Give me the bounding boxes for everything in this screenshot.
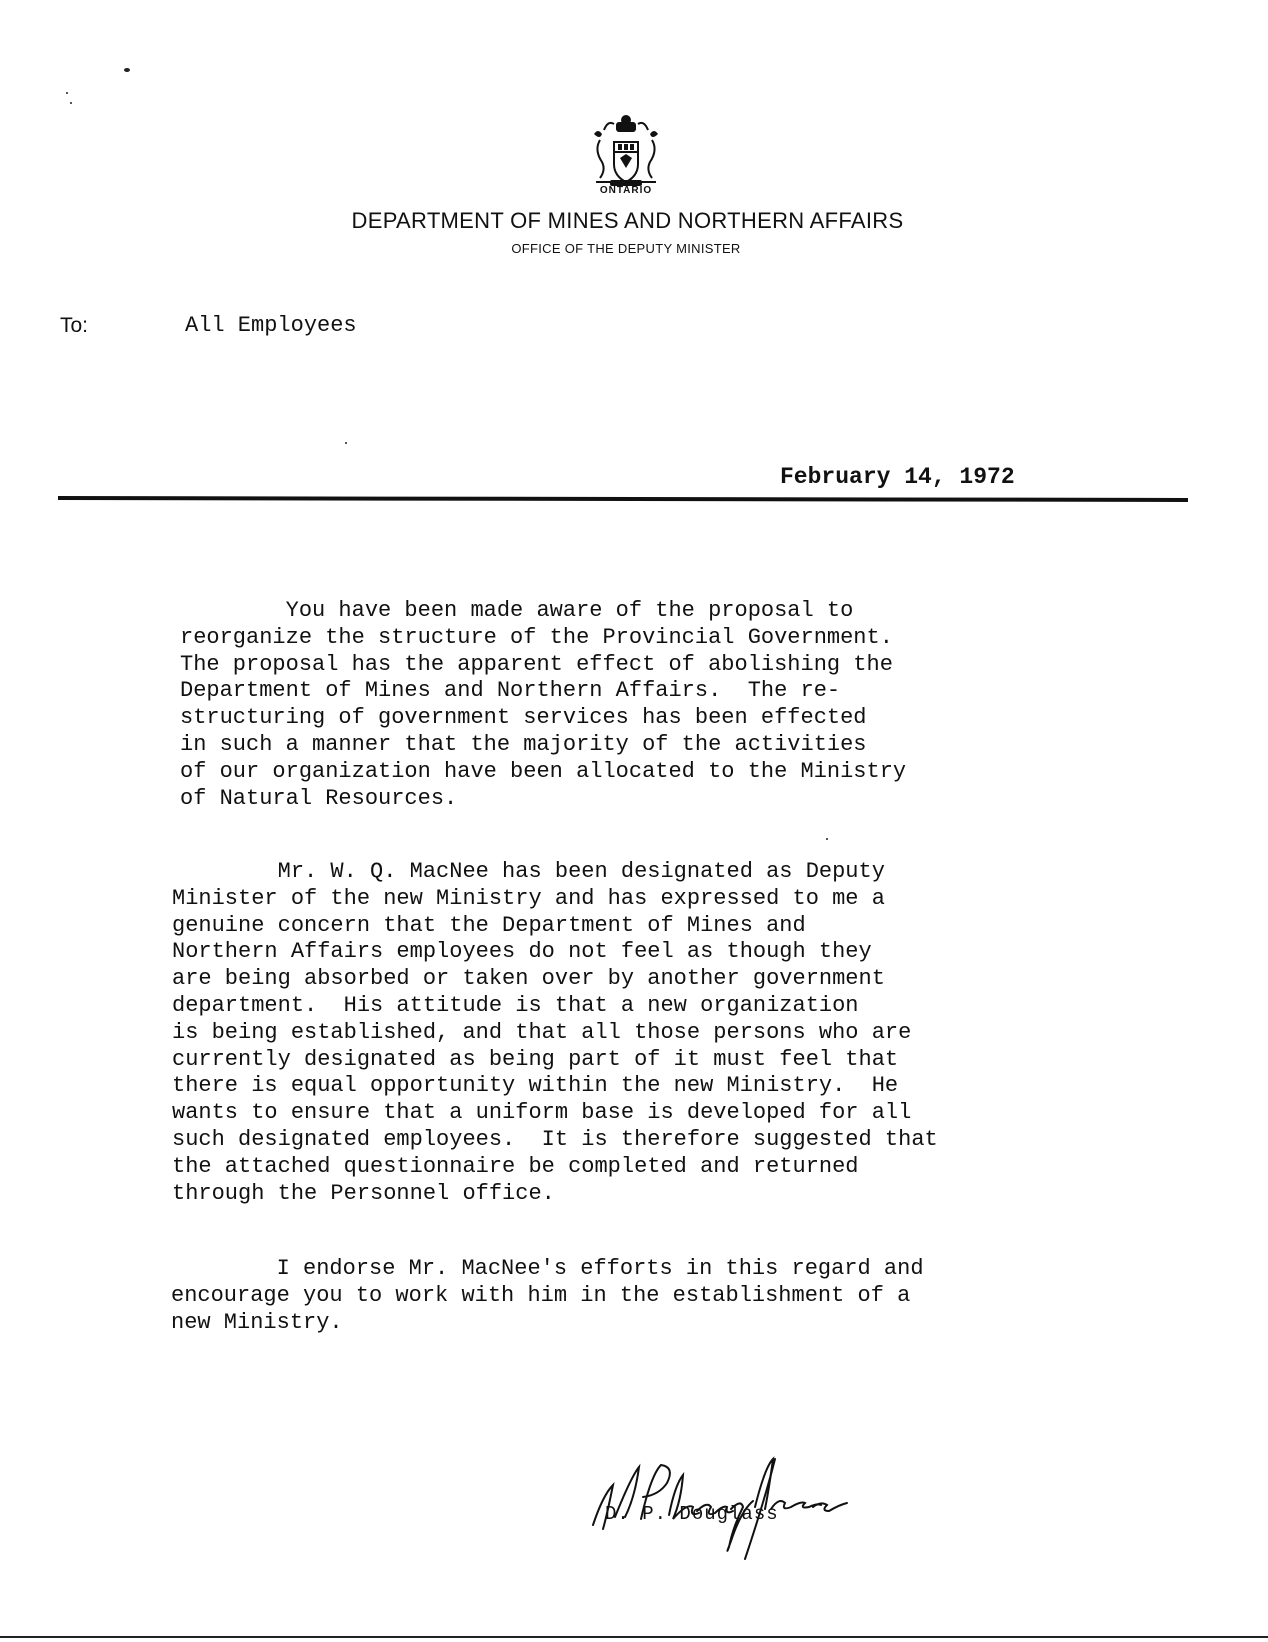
body-paragraph-1 xyxy=(180,598,906,812)
paragraph-line: such designated employees. It is therefore suggested that xyxy=(172,1126,938,1152)
scan-speck xyxy=(826,838,828,840)
ontario-crest-icon xyxy=(586,110,666,192)
paragraph-line: there is equal opportunity within the new Ministry. He xyxy=(172,1073,899,1099)
scan-speck xyxy=(345,442,347,444)
paragraph-line: Northern Affairs employees do not feel as though they xyxy=(172,939,872,965)
scan-speck xyxy=(70,102,72,104)
paragraph-line: of our organization have been allocated to the Ministry xyxy=(180,758,907,784)
signer-name: D. P. Douglass xyxy=(605,1503,779,1525)
scan-edge xyxy=(0,1636,1268,1638)
recipient: All Employees xyxy=(185,313,357,338)
paragraph-line: currently designated as being part of it must feel that xyxy=(172,1046,899,1072)
department-name: DEPARTMENT OF MINES AND NORTHERN AFFAIRS xyxy=(351,208,904,233)
paragraph-line: new Ministry. xyxy=(171,1309,343,1335)
to-label: To: xyxy=(60,314,89,337)
paragraph-line: I endorse Mr. MacNee's efforts in this regard and xyxy=(171,1256,924,1281)
body-paragraph-2 xyxy=(172,859,938,1207)
memo-date: February 14, 1972 xyxy=(780,464,1015,490)
paragraph-line: the attached questionnaire be completed and returned xyxy=(172,1153,859,1179)
scan-speck xyxy=(66,92,68,94)
paragraph-line: encourage you to work with him in the establishment of a xyxy=(171,1282,911,1308)
paragraph-line: Department of Mines and Northern Affairs. The re- xyxy=(180,678,841,704)
crest-label: ONTARIO xyxy=(599,185,653,196)
paragraph-line: Mr. W. Q. MacNee has been designated as Deputy xyxy=(172,859,885,884)
paragraph-line: of Natural Resources. xyxy=(180,785,458,811)
office-name: OFFICE OF THE DEPUTY MINISTER xyxy=(511,241,741,256)
scan-speck xyxy=(124,68,130,72)
paragraph-line: in such a manner that the majority of the activities xyxy=(180,731,867,757)
paragraph-line: is being established, and that all those persons who are xyxy=(172,1019,912,1045)
paragraph-line: You have been made aware of the proposal to xyxy=(180,598,854,623)
paragraph-line: department. His attitude is that a new organization xyxy=(172,992,859,1018)
paragraph-line: structuring of government services has been effected xyxy=(180,705,867,731)
paragraph-line: wants to ensure that a uniform base is developed for all xyxy=(172,1100,912,1126)
body-paragraph-3 xyxy=(171,1256,924,1336)
paragraph-line: are being absorbed or taken over by another government xyxy=(172,966,885,992)
paragraph-line: through the Personnel office. xyxy=(172,1180,555,1206)
paragraph-line: genuine concern that the Department of Mines and xyxy=(172,912,806,938)
paragraph-line: Minister of the new Ministry and has expressed to me a xyxy=(172,885,885,911)
header-divider xyxy=(58,496,1188,502)
paragraph-line: reorganize the structure of the Provincial Government. xyxy=(180,624,893,650)
paragraph-line: The proposal has the apparent effect of abolishing the xyxy=(180,651,893,677)
